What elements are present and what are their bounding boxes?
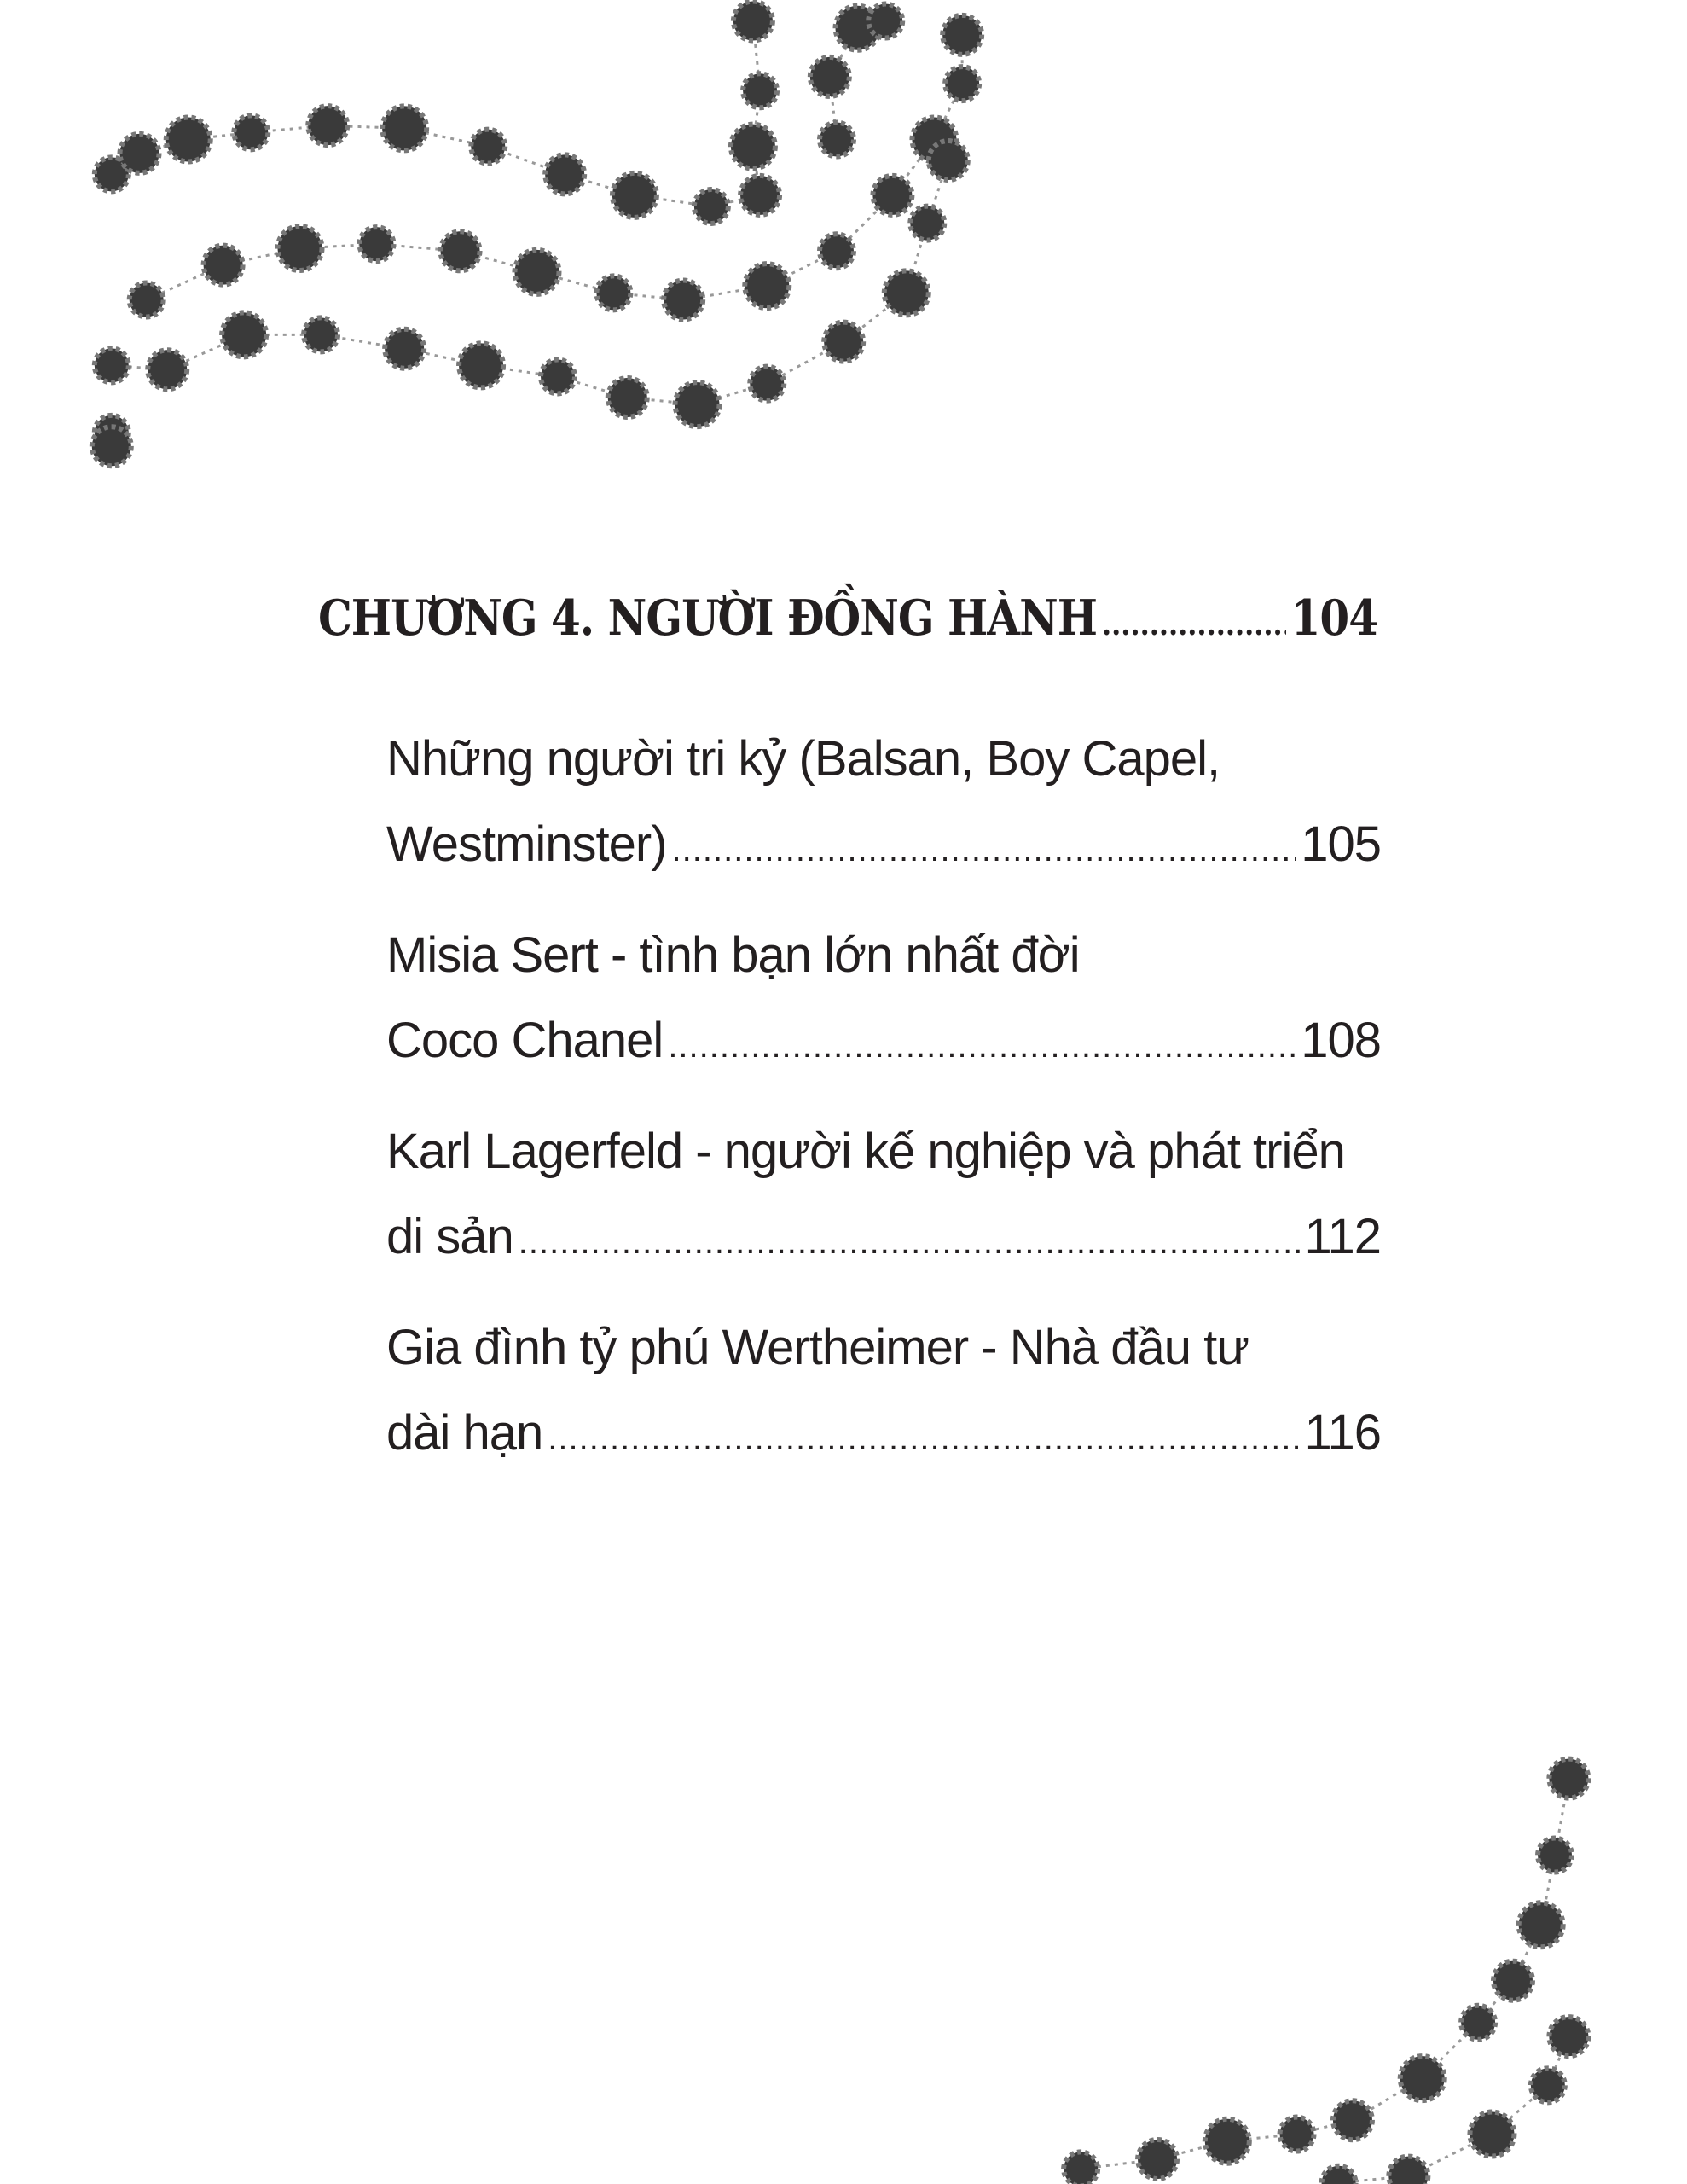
bead — [608, 378, 647, 417]
leader-dots — [548, 1391, 1299, 1481]
bead — [514, 250, 559, 294]
bead — [1322, 2166, 1356, 2184]
bead — [1064, 2152, 1098, 2184]
toc-entry[interactable] — [386, 1109, 1381, 1285]
bead — [824, 322, 863, 362]
entry-page: 116 — [1304, 1405, 1381, 1461]
entry-title-line2: Coco Chanel — [386, 1013, 664, 1068]
bead — [929, 141, 968, 180]
bead — [910, 206, 944, 241]
bead — [868, 4, 902, 38]
bead — [1519, 1902, 1563, 1947]
bead — [1205, 2119, 1249, 2164]
bead — [441, 231, 480, 270]
bead — [1549, 1759, 1588, 1798]
bead — [596, 276, 630, 310]
bead — [385, 329, 424, 369]
bead — [459, 343, 503, 387]
toc-entry[interactable] — [386, 913, 1381, 1089]
bead — [1470, 2112, 1514, 2157]
leader-dots — [519, 1194, 1300, 1285]
bead — [1138, 2140, 1177, 2179]
bead — [731, 125, 775, 169]
entry-title-line1: Gia đình tỷ phú Wertheimer - Nhà đầu tư — [386, 1320, 1249, 1375]
bead — [1461, 2006, 1495, 2040]
bead — [382, 106, 426, 150]
bead-string — [1339, 2036, 1569, 2183]
bead — [820, 234, 854, 268]
bead — [664, 281, 703, 320]
bead — [541, 359, 575, 393]
bead — [278, 226, 322, 270]
bead — [694, 189, 728, 224]
toc-chapter-heading[interactable] — [318, 589, 1377, 647]
bead — [130, 283, 164, 317]
chapter-page: 104 — [1290, 589, 1377, 647]
bead — [120, 134, 159, 173]
bead — [308, 106, 347, 145]
bead — [471, 130, 505, 164]
toc-entry[interactable] — [386, 717, 1381, 892]
entry-title-line2: dài hạn — [386, 1405, 543, 1461]
bead — [1280, 2117, 1314, 2152]
bead — [820, 123, 854, 157]
bead — [304, 317, 338, 351]
bead — [733, 2, 773, 41]
bead — [810, 57, 849, 96]
bead — [234, 115, 268, 149]
entry-title-line1: Karl Lagerfeld - người kế nghiệp và phát triển — [386, 1124, 1345, 1179]
entry-title-line2: Westminster) — [386, 816, 667, 872]
bead — [1388, 2157, 1428, 2184]
bead — [612, 173, 657, 218]
bead — [222, 312, 266, 357]
entry-page: 105 — [1301, 816, 1381, 872]
bead — [750, 367, 784, 401]
bead — [1493, 1961, 1533, 2001]
bead — [166, 118, 211, 162]
bead — [1531, 2068, 1565, 2102]
bead — [740, 176, 780, 215]
entry-title-line1: Những người tri kỷ (Balsan, Boy Capel, — [386, 731, 1220, 787]
bead — [945, 67, 979, 101]
bead — [1333, 2100, 1372, 2140]
entry-page: 112 — [1304, 1209, 1381, 1264]
bead — [675, 382, 720, 427]
entry-page: 108 — [1301, 1013, 1381, 1068]
bead — [92, 427, 131, 466]
bead — [148, 350, 187, 389]
leader-dots — [1102, 589, 1286, 647]
toc-entry[interactable] — [386, 1305, 1381, 1481]
bead — [359, 227, 393, 261]
bead — [1400, 2056, 1445, 2100]
bead — [95, 348, 129, 382]
bead — [942, 15, 982, 55]
bead — [872, 176, 912, 215]
bead — [204, 246, 243, 285]
bead-string — [112, 21, 760, 206]
chapter-title: CHƯƠNG 4. NGƯỜI ĐỒNG HÀNH — [318, 589, 1098, 647]
bead — [745, 264, 789, 308]
entry-title-line1: Misia Sert - tình bạn lớn nhất đời — [386, 927, 1080, 983]
leader-dots — [672, 802, 1296, 892]
bead — [743, 73, 777, 107]
bead — [1538, 1838, 1572, 1873]
entry-title-line2: di sản — [386, 1209, 513, 1264]
leader-dots — [668, 998, 1296, 1089]
bead — [1549, 2017, 1588, 2056]
bead — [545, 154, 584, 194]
bead — [884, 270, 929, 315]
